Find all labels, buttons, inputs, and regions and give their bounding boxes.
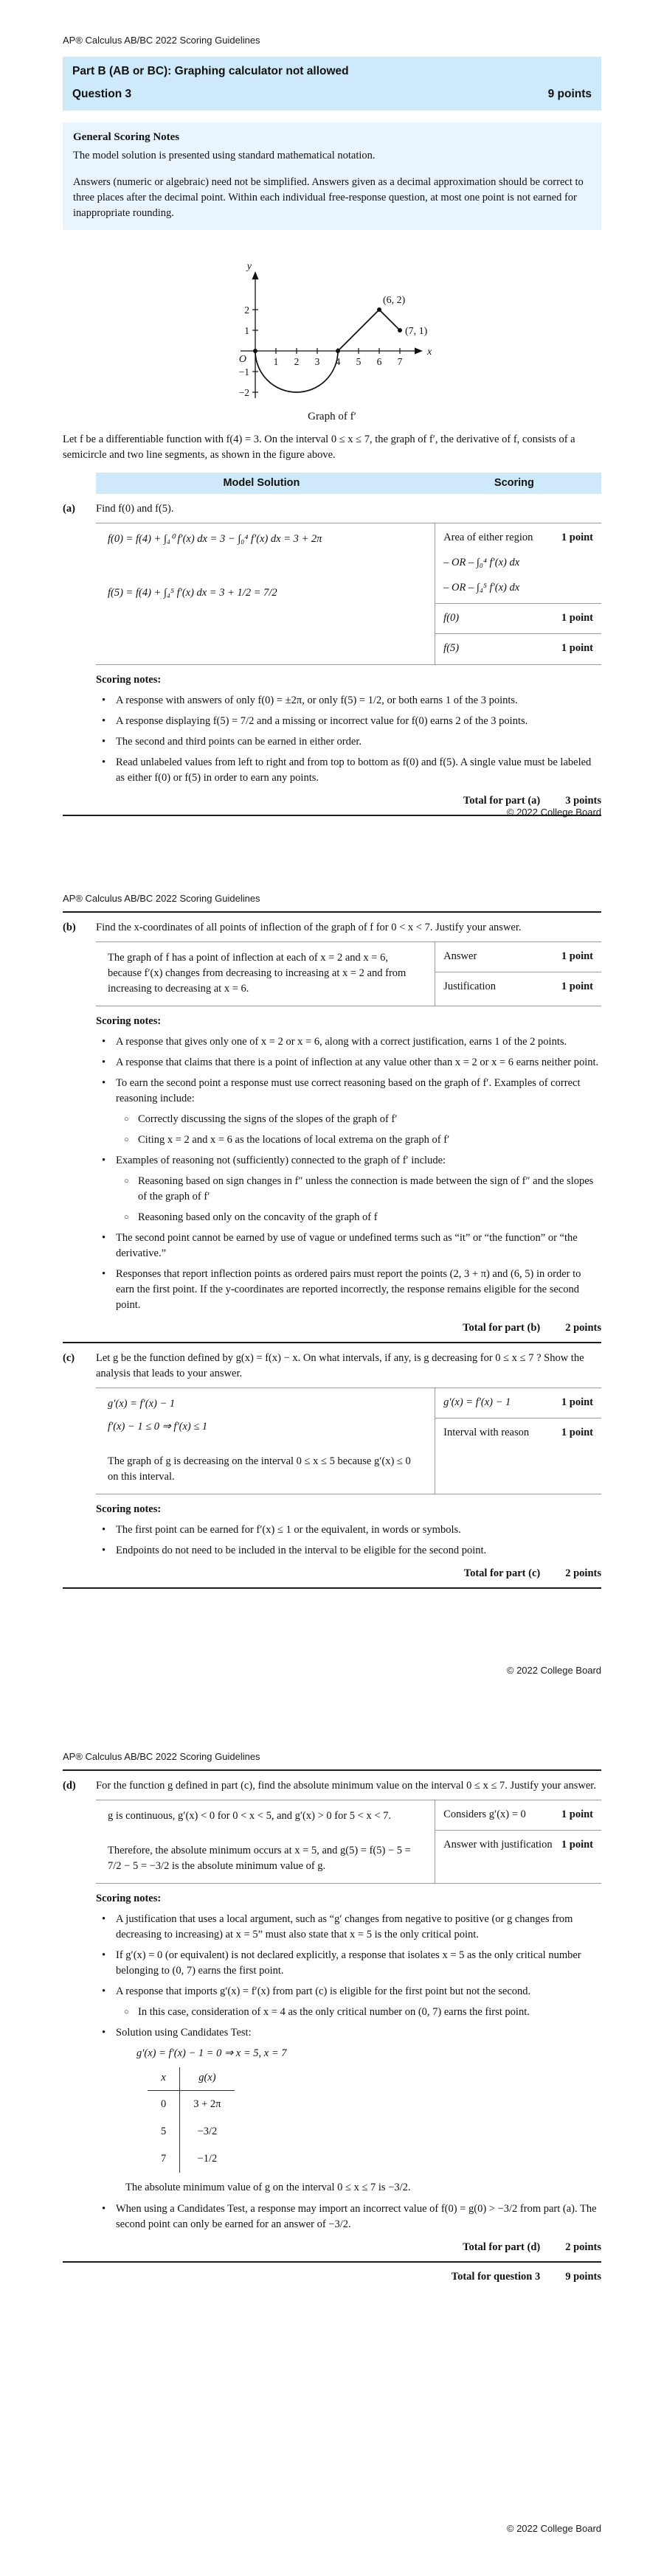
score-label: f(5)	[443, 642, 460, 655]
score-row	[435, 634, 601, 664]
score-points: 1 point	[561, 1838, 593, 1851]
fprime-graph	[221, 239, 443, 403]
scoring-subnote: ○ Reasoning based on sign changes in f″ unless the connection is made between the sign of f″ and the slopes of the graph of f′	[118, 1174, 601, 1205]
scoring-subnote: ○ Correctly discussing the signs of the slopes of the graph of f′	[118, 1112, 601, 1127]
part-a-equation-1: f(0) = f(4) + ∫₄⁰ f′(x) dx = 3 − ∫₀⁴ f′(x) dx = 3 + 2π	[108, 533, 322, 546]
part-d-letter: (d)	[63, 1779, 76, 1792]
general-notes-p2: Answers (numeric or algebraic) need not be simplified. Answers given as a decimal approximation should be correct to three places after the decimal point. Within each individual free-response question, at most one point is not earned for inappropriate rounding.	[73, 175, 584, 219]
total-label: Total for part (b)	[463, 1322, 541, 1334]
part-c-prompt: Let g be the function defined by g(x) = f(x) − x. On what intervals, if any, is g decreasing for 0 ≤ x ≤ 7 ? Show the analysis that leads to your answer.	[96, 1352, 584, 1380]
part-banner	[63, 57, 601, 111]
score-label: Answer with justification	[443, 1838, 553, 1851]
y-axis-arrow-icon	[252, 271, 259, 279]
page-1	[0, 0, 664, 858]
data-point	[377, 307, 381, 312]
part-b-solution: The graph of f has a point of inflection at each of x = 2 and x = 6, because f′(x) changes from decreasing to increasing at x = 2 and from increasing to decreasing at x = 6.	[108, 951, 407, 995]
scoring-header: Scoring	[494, 477, 534, 490]
scoring-note: • To earn the second point a response must use correct reasoning based on the graph of f′. Examples of correct reasoning include:	[96, 1076, 601, 1107]
section-divider	[63, 1342, 601, 1343]
scoring-note: • If g′(x) = 0 (or equivalent) is not declared explicitly, a response that isolates x = 5 as the only critical number belonging to (0, 7) earns the first point.	[96, 1948, 601, 1979]
part-c-total	[96, 1566, 601, 1581]
scoring-note: • Responses that report inflection points as ordered pairs must report the points (2, 3 + π) and (6, 5) in order to earn the first point. If the y-coordinates are reported incorrectly, the response remains eligible for the second point.	[96, 1267, 601, 1313]
section-divider	[63, 911, 601, 913]
score-points: 1 point	[561, 1427, 593, 1439]
question-total-label: Total for question 3	[451, 2271, 541, 2283]
line-segments	[338, 310, 400, 351]
scoring-notes-title: Scoring notes:	[96, 1014, 162, 1027]
part-d-final-note	[96, 2201, 601, 2232]
score-points: 1 point	[561, 1808, 593, 1820]
section-divider	[63, 1769, 601, 1771]
scoring-note: • A response that imports g′(x) = f′(x) from part (c) is eligible for the first point but not the second.	[96, 1984, 601, 1999]
scoring-note: • Solution using Candidates Test:	[96, 2025, 601, 2041]
score-points: 1 point	[561, 950, 593, 962]
scoring-note: • A response that claims that there is a point of inflection at any value other than x = 2 or x = 6 earns neither point.	[96, 1055, 601, 1071]
scoring-note: • A justification that uses a local argument, such as “g′ changes from negative to positive (or g changes from decreasing to increasing) at x = 5” must also state that x = 5 is the only critical point.	[96, 1912, 601, 1943]
score-row	[435, 523, 601, 604]
total-label: Total for part (c)	[463, 1567, 541, 1580]
x-tick-label: 2	[294, 355, 300, 367]
scoring-note: • The second point cannot be earned by use of vague or undefined terms such as “it” or “the function” or “the derivative.”	[96, 1230, 601, 1261]
total-points: 2 points	[565, 1567, 601, 1580]
part-a	[63, 501, 601, 815]
scoring-notes-title: Scoring notes:	[96, 1892, 162, 1904]
part-c	[63, 1351, 601, 1589]
data-point	[336, 349, 340, 353]
document-header: AP® Calculus AB/BC 2022 Scoring Guidelines	[63, 35, 260, 46]
candidates-col-gx: g(x)	[180, 2067, 235, 2091]
part-c-solution-table	[96, 1388, 601, 1494]
scoring-note: • When using a Candidates Test, a response may import an incorrect value of f(0) = g(0) > −3/2 from part (a). The second point can only be earned for an answer of −3/2.	[96, 2201, 601, 2232]
part-c-equation-2: f′(x) − 1 ≤ 0 ⇒ f′(x) ≤ 1	[108, 1421, 208, 1433]
figure-caption: Graph of f′	[308, 410, 356, 422]
scoring-note: • Examples of reasoning not (sufficiently) connected to the graph of f′ include:	[96, 1153, 601, 1169]
score-row	[435, 1800, 601, 1831]
x-tick-label: 5	[356, 355, 362, 367]
x-axis-label: x	[427, 346, 432, 358]
candidate-x: 7	[148, 2145, 180, 2173]
score-row	[435, 1418, 601, 1494]
part-d-solution-table	[96, 1800, 601, 1884]
problem-intro: Let f be a differentiable function with f(4) = 3. On the interval 0 ≤ x ≤ 7, the graph of f′, the derivative of f, consists of a semicircle and two line segments, as shown in the figure above.	[63, 434, 575, 462]
x-tick-label: 4	[335, 355, 341, 367]
scoring-note: • The first point can be earned for f′(x) ≤ 1 or the equivalent, in words or symbols.	[96, 1522, 601, 1538]
score-row	[435, 1388, 601, 1418]
copyright-footer: © 2022 College Board	[506, 807, 601, 818]
score-points: 1 point	[561, 612, 593, 624]
part-a-letter: (a)	[63, 503, 75, 515]
page-2	[0, 858, 664, 1716]
part-d-solution-2: Therefore, the absolute minimum occurs at x = 5, and g(5) = f(5) − 5 = 7/2 − 5 = −3/2 is the absolute minimum value of g.	[108, 1844, 411, 1872]
section-divider	[63, 2261, 601, 2263]
scoring-note: • Read unlabeled values from left to right and from top to bottom as f(0) and f(5). A single value must be labeled as either f(0) or f(5) in order to earn any points.	[96, 755, 601, 786]
score-points: 1 point	[561, 1396, 593, 1409]
x-tick-label: 1	[273, 355, 279, 367]
part-b-total	[96, 1320, 601, 1336]
candidates-table	[148, 2067, 235, 2173]
scoring-subnote: ○ In this case, consideration of x = 4 as the only critical number on (0, 7) earns the first point.	[118, 2005, 601, 2020]
total-points: 2 points	[565, 1322, 601, 1334]
data-point	[398, 328, 402, 333]
general-notes-p1: The model solution is presented using standard mathematical notation.	[73, 149, 376, 161]
part-a-scoring-notes	[96, 693, 601, 786]
candidate-x: 0	[148, 2091, 180, 2119]
part-b-prompt: Find the x-coordinates of all points of inflection of the graph of f for 0 < x < 7. Justify your answer.	[96, 921, 522, 933]
part-c-conclusion: The graph of g is decreasing on the interval 0 ≤ x ≤ 5 because g′(x) ≤ 0 on this interval.	[108, 1455, 411, 1483]
score-label: g′(x) = f′(x) − 1	[443, 1396, 511, 1409]
score-label: Considers g′(x) = 0	[443, 1808, 526, 1820]
y-axis-label: y	[246, 260, 252, 272]
point-label-7-1: (7, 1)	[405, 325, 428, 337]
question-total	[63, 2269, 601, 2285]
score-points: 1 point	[561, 642, 593, 655]
solution-table-header	[96, 473, 601, 494]
y-tick-label: −2	[238, 386, 249, 398]
part-d	[63, 1778, 601, 2285]
scoring-note: • A response with answers of only f(0) = ±2π, or only f(5) = 1/2, or both earns 1 of the 3 points.	[96, 693, 601, 709]
table-row	[148, 2091, 235, 2119]
scoring-subnote: ○ Citing x = 2 and x = 6 as the locations of local extrema on the graph of f′	[118, 1132, 601, 1148]
score-alt-2: – OR – ∫₄⁵ f′(x) dx	[443, 582, 520, 594]
part-b-solution-table	[96, 941, 601, 1006]
x-tick-label: 3	[314, 355, 320, 367]
scoring-subnote: ○ Reasoning based only on the concavity of the graph of f	[118, 1210, 601, 1225]
score-points: 1 point	[561, 532, 593, 544]
score-alt-1: – OR – ∫₀⁴ f′(x) dx	[443, 557, 520, 569]
origin-label: O	[238, 353, 246, 365]
candidate-gx: 3 + 2π	[193, 2098, 221, 2111]
candidates-col-x: x	[148, 2067, 180, 2091]
part-b-scoring-notes	[96, 1034, 601, 1313]
candidate-gx: −3/2	[197, 2126, 218, 2138]
score-label: f(0)	[443, 612, 460, 624]
score-row	[435, 604, 601, 634]
x-axis-arrow-icon	[415, 347, 423, 354]
y-tick-label: 2	[244, 304, 249, 316]
part-d-solution-1: g is continuous, g′(x) < 0 for 0 < x < 5, and g′(x) > 0 for 5 < x < 7.	[108, 1809, 392, 1822]
scoring-note: • Endpoints do not need to be included in the interval to be eligible for the second point.	[96, 1543, 601, 1559]
general-scoring-notes-box	[63, 122, 601, 230]
part-d-scoring-notes	[96, 1912, 601, 2041]
score-label: Justification	[443, 980, 497, 992]
score-row	[435, 972, 601, 1006]
score-label: Area of either region	[443, 532, 533, 544]
table-row	[148, 2118, 235, 2145]
part-b-letter: (b)	[63, 921, 76, 933]
page-3	[0, 1716, 664, 2575]
score-points: 1 point	[561, 980, 593, 992]
scoring-notes-title: Scoring notes:	[96, 673, 162, 686]
copyright-footer: © 2022 College Board	[506, 1665, 601, 1677]
score-row	[435, 1831, 601, 1883]
part-a-prompt: Find f(0) and f(5).	[96, 503, 174, 515]
x-tick-label: 7	[397, 355, 403, 367]
x-tick-label: 6	[376, 355, 382, 367]
question-total-points: 9 points	[565, 2271, 601, 2283]
score-row	[435, 942, 601, 972]
score-label: Interval with reason	[443, 1427, 530, 1439]
part-d-prompt: For the function g defined in part (c), find the absolute minimum value on the interval 0 ≤ x ≤ 7. Justify your answer.	[96, 1779, 596, 1792]
candidate-x: 5	[148, 2118, 180, 2145]
copyright-footer: © 2022 College Board	[506, 2523, 601, 2535]
fprime-graph-figure	[214, 239, 450, 425]
part-c-equation-1: g′(x) = f′(x) − 1	[108, 1398, 176, 1410]
general-notes-title: General Scoring Notes	[73, 130, 180, 143]
y-tick-label: 1	[244, 324, 249, 336]
total-label: Total for part (a)	[463, 794, 541, 807]
candidate-gx: −1/2	[197, 2153, 218, 2165]
banner-title: Part B (AB or BC): Graphing calculator not allowed	[72, 64, 349, 77]
scoring-note: • A response that gives only one of x = 2 or x = 6, along with a correct justification, earns 1 of the 2 points.	[96, 1034, 601, 1050]
banner-points: 9 points	[547, 88, 592, 101]
part-a-solution-table	[96, 523, 601, 664]
score-label: Answer	[443, 950, 477, 962]
document-header: AP® Calculus AB/BC 2022 Scoring Guidelines	[63, 893, 260, 904]
part-c-scoring-notes	[96, 1522, 601, 1559]
part-a-equation-2: f(5) = f(4) + ∫₄⁵ f′(x) dx = 3 + 1/2 = 7/2	[108, 587, 277, 599]
section-divider	[63, 1587, 601, 1589]
scoring-notes-title: Scoring notes:	[96, 1503, 162, 1516]
part-d-total	[96, 2240, 601, 2255]
table-row	[148, 2145, 235, 2173]
model-solution-header: Model Solution	[223, 477, 300, 490]
scoring-note: • A response displaying f(5) = 7/2 and a missing or incorrect value for f(0) earns 2 of the 3 points.	[96, 714, 601, 729]
banner-question: Question 3	[72, 88, 132, 101]
data-point	[253, 349, 257, 353]
part-c-letter: (c)	[63, 1352, 75, 1365]
candidates-conclusion: The absolute minimum value of g on the interval 0 ≤ x ≤ 7 is −3/2.	[125, 2182, 411, 2194]
part-b	[63, 920, 601, 1343]
total-points: 2 points	[565, 2241, 601, 2254]
scoring-note: • The second and third points can be earned in either order.	[96, 734, 601, 750]
total-label: Total for part (d)	[463, 2241, 541, 2254]
total-points: 3 points	[565, 794, 601, 807]
document-header: AP® Calculus AB/BC 2022 Scoring Guidelines	[63, 1751, 260, 1762]
point-label-6-2: (6, 2)	[383, 294, 406, 306]
candidates-equation: g′(x) = f′(x) − 1 = 0 ⇒ x = 5, x = 7	[136, 2047, 287, 2060]
y-tick-label: −1	[238, 366, 249, 377]
